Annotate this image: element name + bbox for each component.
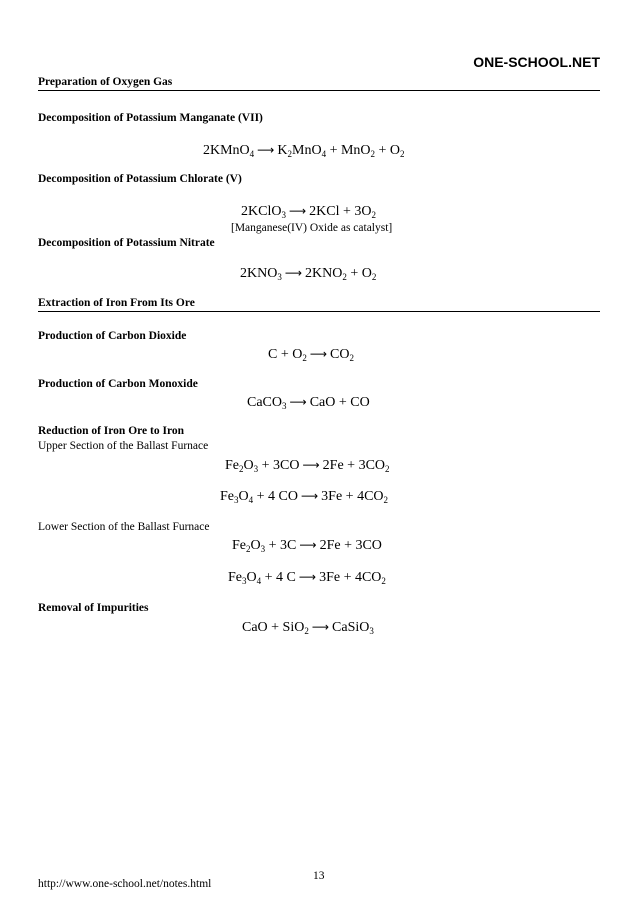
- equation-lower-1: [0, 538, 638, 554]
- reaction-arrow-icon: ⟶: [257, 143, 275, 157]
- formula-text-lhs: O: [243, 458, 254, 473]
- subscript-lhs: 2: [304, 626, 309, 636]
- upper-section-label: Upper Section of the Ballast Furnace: [38, 440, 209, 452]
- formula-text-rhs: CaO + CO: [309, 395, 370, 410]
- subscript-lhs: 4: [249, 149, 255, 159]
- formula-text-rhs: MnO: [292, 143, 322, 158]
- subscript-rhs: 2: [371, 210, 376, 220]
- formula-text-lhs: 2KClO: [241, 204, 282, 219]
- formula-text-rhs: 2Fe + 3CO: [322, 458, 386, 473]
- heading-impurities: Removal of Impurities: [38, 602, 149, 614]
- reaction-arrow-icon: ⟶: [302, 458, 320, 472]
- heading-co: Production of Carbon Monoxide: [38, 378, 198, 390]
- page-number: 13: [313, 870, 325, 882]
- formula-text-rhs: 3Fe + 4CO: [319, 570, 382, 585]
- formula-text-rhs: 3Fe + 4CO: [321, 489, 384, 504]
- heading-co2: Production of Carbon Dioxide: [38, 330, 187, 342]
- lower-section-label: Lower Section of the Ballast Furnace: [38, 521, 210, 533]
- formula-text-lhs: + 3C: [265, 538, 297, 553]
- formula-text-lhs: + 4 C: [261, 570, 296, 585]
- subscript-rhs: 2: [287, 149, 292, 159]
- formula-text-rhs: K: [277, 143, 288, 158]
- formula-text-lhs: CaO + SiO: [242, 620, 305, 635]
- subscript-rhs: 2: [349, 353, 354, 363]
- formula-text-lhs: C + O: [268, 347, 303, 362]
- formula-text-rhs: + O: [346, 266, 372, 281]
- subscript-lhs: 3: [260, 544, 266, 554]
- subscript-lhs: 3: [281, 210, 286, 220]
- equation-lower-2: [0, 570, 638, 586]
- formula-text-lhs: O: [250, 538, 261, 553]
- reaction-arrow-icon: ⟶: [289, 395, 307, 409]
- equation-kclo3: [0, 204, 638, 220]
- reaction-arrow-icon: ⟶: [284, 266, 303, 280]
- subscript-lhs: 3: [242, 576, 247, 586]
- formula-text-lhs: + 4 CO: [253, 489, 298, 504]
- formula-text-lhs: O: [246, 570, 257, 585]
- formula-text-lhs: O: [238, 489, 249, 504]
- equation-kno3: [0, 266, 638, 282]
- formula-text-lhs: 2KMnO: [203, 143, 250, 158]
- formula-text-rhs: + O: [375, 143, 401, 158]
- formula-text-lhs: Fe: [220, 489, 234, 504]
- equation-upper-2: [0, 489, 638, 505]
- formula-text-lhs: Fe: [225, 458, 239, 473]
- catalyst-note: [Manganese(IV) Oxide as catalyst]: [231, 222, 393, 234]
- subscript-lhs: 3: [277, 272, 282, 282]
- subscript-rhs: 2: [342, 272, 347, 282]
- subscript-rhs: 3: [369, 626, 374, 636]
- reaction-arrow-icon: ⟶: [311, 620, 330, 634]
- subscript-rhs: 2: [383, 495, 389, 505]
- equation-impurities: [0, 620, 638, 636]
- formula-text-rhs: 2KNO: [305, 266, 343, 281]
- subscript-lhs: 2: [302, 353, 307, 363]
- reaction-arrow-icon: ⟶: [300, 489, 319, 503]
- heading-kmno4: Decomposition of Potassium Manganate (VII): [38, 112, 263, 124]
- equation-upper-1: [0, 458, 638, 474]
- site-brand: ONE-SCHOOL.NET: [473, 54, 600, 70]
- formula-text-rhs: CO: [330, 347, 350, 362]
- section-heading-oxygen: Preparation of Oxygen Gas: [38, 76, 600, 91]
- subscript-lhs: 4: [248, 495, 254, 505]
- formula-text-lhs: Fe: [228, 570, 242, 585]
- subscript-rhs: 2: [371, 272, 377, 282]
- subscript-lhs: 2: [246, 544, 251, 554]
- equation-co2: [0, 347, 638, 363]
- subscript-rhs: 2: [381, 576, 386, 586]
- reaction-arrow-icon: ⟶: [309, 347, 328, 361]
- subscript-lhs: 2: [239, 464, 244, 474]
- section-heading-iron: Extraction of Iron From Its Ore: [38, 297, 600, 312]
- subscript-rhs: 4: [321, 149, 327, 159]
- footer-url: http://www.one-school.net/notes.html: [38, 878, 212, 890]
- heading-reduction: Reduction of Iron Ore to Iron: [38, 425, 184, 437]
- subscript-rhs: 2: [400, 149, 405, 159]
- formula-text-rhs: CaSiO: [332, 620, 370, 635]
- subscript-rhs: 2: [370, 149, 376, 159]
- subscript-rhs: 2: [385, 464, 390, 474]
- formula-text-lhs: CaCO: [247, 395, 282, 410]
- formula-text-lhs: + 3CO: [258, 458, 300, 473]
- reaction-arrow-icon: ⟶: [298, 570, 317, 584]
- subscript-lhs: 4: [256, 576, 262, 586]
- subscript-lhs: 3: [234, 495, 239, 505]
- formula-text-lhs: 2KNO: [240, 266, 278, 281]
- heading-kclo3: Decomposition of Potassium Chlorate (V): [38, 173, 242, 185]
- subscript-lhs: 3: [253, 464, 259, 474]
- equation-co: [0, 395, 638, 411]
- formula-text-rhs: + MnO: [326, 143, 371, 158]
- reaction-arrow-icon: ⟶: [299, 538, 317, 552]
- formula-text-rhs: 2KCl + 3O: [309, 204, 372, 219]
- heading-kno3: Decomposition of Potassium Nitrate: [38, 237, 215, 249]
- reaction-arrow-icon: ⟶: [288, 204, 307, 218]
- equation-kmno4: [0, 143, 638, 159]
- subscript-lhs: 3: [282, 401, 287, 411]
- formula-text-lhs: Fe: [232, 538, 246, 553]
- formula-text-rhs: 2Fe + 3CO: [319, 538, 382, 553]
